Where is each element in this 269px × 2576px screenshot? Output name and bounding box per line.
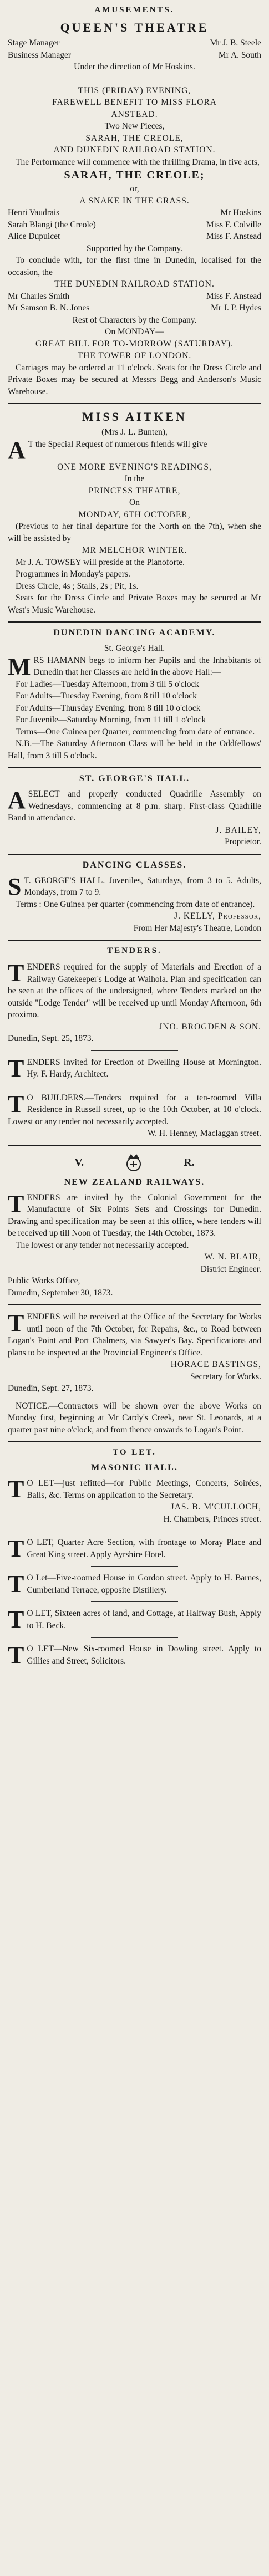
date-line: Dunedin, Sept. 27, 1873. [8, 1384, 94, 1393]
st-georges-body [8, 788, 261, 824]
previous-line: (Previous to her final departure for the North on the 7th), when she will be assisted by [8, 522, 261, 543]
spacer [8, 1395, 261, 1400]
masonic-title: MASONIC HALL. [91, 1463, 178, 1472]
cast-role: Sarah Blangi (the Creole) [8, 220, 96, 229]
dancing-academy-title: DUNEDIN DANCING ACADEMY. [53, 628, 216, 637]
dropcap: T [8, 1090, 24, 1118]
railways-ad [8, 1152, 261, 1299]
queens-theatre-ad [8, 21, 261, 397]
schedule-item: For Ladies—Tuesday Afternoon, from 3 till 5 o'clock [16, 679, 200, 689]
aitken-title: MISS AITKEN [82, 410, 187, 424]
cast-role: Henri Vaudrais [8, 208, 60, 217]
assisted-line: MR MELCHOR WINTER. [82, 545, 187, 555]
signer: W. H. Henney, Maclaggan street. [147, 1129, 261, 1138]
cast-actor: Miss F. Anstead [206, 291, 261, 301]
cast-row [8, 219, 261, 231]
to-let-text: O LET, Sixteen acres of land, and Cottage, at Halfway Bush, Apply to H. Beck. [27, 1609, 261, 1630]
hall-line: PRINCESS THEATRE, [88, 486, 181, 496]
followed-line: To conclude with, for the first time in Dunedin, localised for the occasion, the [8, 256, 261, 277]
section-heading-tenders: TENDERS. [107, 946, 162, 955]
staff-row-business [8, 49, 261, 62]
to-let-body [8, 1572, 261, 1596]
signer: J. BAILEY, [215, 825, 261, 835]
signer-role: Proprietor. [225, 837, 261, 846]
aitken-ad [8, 410, 261, 616]
schedule-item: For Juvenile—Saturday Morning, from 11 till 1 o'clock [16, 715, 206, 725]
dancing-academy-ad [8, 628, 261, 762]
queens-theatre-title: QUEEN'S THEATRE [60, 21, 209, 34]
emblem-letter-v: V. [74, 1156, 84, 1169]
programmes-line: Programmes in Monday's papers. [16, 569, 130, 579]
tender-ad [8, 961, 261, 1045]
dropcap: T [8, 1476, 24, 1503]
prices-line: Dress Circle, 4s ; Stalls, 2s ; Pit, 1s. [16, 581, 139, 591]
piece1-and-line: AND DUNEDIN RAILROAD STATION. [53, 145, 216, 155]
emblem-letter-r: R. [184, 1156, 195, 1169]
academy-intro-text: RS HAMANN begs to inform her Pupils and the Inhabitants of Dunedin that her Classes are held in the above Hall:— [33, 655, 261, 677]
drama-alt-title: A SNAKE IN THE GRASS. [79, 196, 190, 206]
dancing-classes-ad [8, 860, 261, 935]
dropcap: T [8, 1570, 24, 1598]
carriages-line: Carriages may be ordered at 11 o'clock. Seats for the Dress Circle and Private Boxes may be secured at Messrs Begg and Anderson's Music Warehouse. [8, 363, 261, 396]
to-let-text: O LET, Quarter Acre Section, with frontage to Moray Place and Great King street. Apply Ayrshire Hotel. [27, 1538, 261, 1559]
cast-row [8, 290, 261, 303]
to-let-text: O LET—New Six-roomed House in Dowling street. Apply to Gillies and Street, Solicitors. [27, 1644, 261, 1666]
cast-role: Mr Charles Smith [8, 291, 70, 301]
tower-line: THE TOWER OF LONDON. [77, 351, 192, 360]
tender-text: ENDERS required for the supply of Materials and Erection of a Railway Gatekeeper's Lodge at Waihola. Plan and specification can be seen at the offices of the undersigned, where Tenders marked on the outside "Lodge Tender" will be received up until Monday Afternoon, 6th proximo. [8, 962, 261, 1019]
cast-row [8, 302, 261, 314]
aitken-request [8, 436, 261, 464]
monday-line: On MONDAY— [105, 327, 164, 336]
tender-text: ENDERS invited for Erection of Dwelling House at Mornington. Hy. F. Hardy, Architect. [27, 1057, 261, 1079]
royal-crest-icon [123, 1152, 145, 1174]
tender-ad [8, 1054, 261, 1082]
notice-line: NOTICE.—Contractors will be shown over the above Works on Monday first, beginning at Mr Cardy's Creek, near St. Leonards, at a quarter past nine o'clock, and from thence onwards to Logan's Point. [8, 1401, 261, 1435]
st-georges-text: SELECT and properly conducted Quadrille Assembly on Wednesdays, commencing at 8 p.m. sharp. First-class Quadrille Band in attendance. [8, 789, 261, 823]
divider [8, 854, 261, 855]
cast-actor: Miss F. Colville [206, 220, 261, 229]
cast-row [8, 231, 261, 243]
dancing-classes-text: T. GEORGE'S HALL. Juveniles, Saturdays, from 3 to 5. Adults, Mondays, from 7 to 9. [24, 875, 261, 897]
divider [8, 767, 261, 768]
cast-row [8, 207, 261, 219]
divider [8, 1441, 261, 1442]
cast-actor: Mr J. P. Hydes [211, 303, 261, 313]
direction-line: Under the direction of Mr Hoskins. [74, 62, 195, 72]
tender-body [8, 1311, 261, 1359]
tender-ad [8, 1311, 261, 1436]
supported-line: Supported by the Company. [87, 243, 182, 253]
dropcap: T [8, 1190, 24, 1217]
section-heading-to-let: TO LET. [113, 1448, 156, 1457]
divider [8, 403, 261, 404]
tender-text: O BUILDERS.—Tenders required for a ten-roomed Villa Residence in Russell street, up to the 10th October, at 10 o'clock. Lowest or any tender not necessarily accepted. [8, 1093, 261, 1126]
to-let-body [8, 1537, 261, 1560]
on-line: On [129, 498, 140, 507]
masonic-ad [8, 1463, 261, 1525]
aitken-subtitle: (Mrs J. L. Bunten), [101, 427, 168, 437]
dropcap: M [8, 652, 31, 680]
schedule-item: For Adults—Tuesday Evening, from 8 till 10 o'clock [16, 691, 197, 701]
tender-body [8, 961, 261, 1021]
farewell-line: FAREWELL BENEFIT TO MISS FLORA [52, 98, 217, 107]
tender-text: ENDERS will be received at the Office of the Secretary for Works until noon of the 7th October, for Repairs, &c., to Road between Logan's Point and Port Chalmers, via Sawyer's Bay. Specifications and plans to be inspected at the Provincial Engineer's Office. [8, 1312, 261, 1358]
divider [91, 1601, 178, 1602]
signer: HORACE BASTINGS, [170, 1360, 261, 1369]
st-georges-ad [8, 774, 261, 848]
dropcap: A [8, 787, 26, 814]
date-line: Dunedin, September 30, 1873. [8, 1288, 113, 1298]
place-date: Dunedin, Sept. 25, 1873. [8, 1034, 94, 1043]
divider [91, 1566, 178, 1567]
nb-line: N.B.—The Saturday Afternoon Class will be held in the Oddfellows' Hall, from 3 till 5 o'clock. [8, 739, 261, 761]
to-let-text: O Let—Five-roomed House in Gordon street. Apply to H. Barnes, Cumberland Terrace, opposite Distillery. [27, 1573, 261, 1595]
venue-line: St. George's Hall. [104, 644, 165, 653]
dropcap: T [8, 1535, 24, 1562]
dropcap: T [8, 1054, 24, 1082]
dancing-classes-body [8, 875, 261, 899]
dancing-classes-title: DANCING CLASSES. [82, 860, 187, 870]
schedule-item: For Adults—Thursday Evening, from 8 till 10 o'clock [16, 703, 201, 713]
railways-body [8, 1192, 261, 1239]
rest-line: Rest of Characters by the Company. [72, 315, 197, 325]
signer-role: H. Chambers, Princes street. [163, 1514, 261, 1524]
new-pieces-line: Two New Pieces, [104, 121, 165, 131]
signer-role: From Her Majesty's Theatre, London [133, 923, 261, 933]
signer: W. N. BLAIR, [204, 1252, 261, 1262]
in-the-line: In the [124, 474, 145, 483]
to-let-ad [8, 1537, 261, 1560]
divider [91, 1637, 178, 1638]
railways-text: ENDERS are invited by the Colonial Government for the Manufacture of Six Points Sets and Crossings for Dunedin. Drawing and specification may be seen at this office, where tenders will be received up till Noon of Tuesday, the 14th October, 1873. [8, 1192, 261, 1238]
cast-role: Alice Dupuicet [8, 232, 60, 241]
dropcap: A [8, 436, 26, 464]
railways-emblem [8, 1152, 261, 1174]
railways-title: NEW ZEALAND RAILWAYS. [64, 1177, 205, 1187]
tender-body [8, 1092, 261, 1128]
academy-intro [8, 652, 261, 680]
signer: JNO. BROGDEN & SON. [159, 1022, 261, 1032]
staff-row-stage [8, 37, 261, 49]
evening-line: THIS (FRIDAY) EVENING, [78, 85, 191, 95]
signer-role: District Engineer. [200, 1264, 261, 1274]
dropcap: S [8, 873, 22, 900]
to-let-ad [8, 1572, 261, 1596]
terms-line: Terms : One Guinea per quarter (commencing from date of entrance). [16, 899, 255, 909]
tender-body [8, 1054, 261, 1082]
signer: J. KELLY, Professor, [174, 911, 261, 921]
staff-role: Business Manager [8, 50, 72, 60]
date-line: MONDAY, 6TH OCTOBER, [78, 509, 191, 519]
drama-or: or, [130, 184, 139, 193]
dropcap: T [8, 1606, 24, 1633]
to-let-ad [8, 1643, 261, 1667]
performance-note: The Performance will commence with the thrilling Drama, in five acts, [16, 157, 260, 167]
cast-role: Mr Samson B. N. Jones [8, 303, 90, 313]
pianoforte-line: Mr J. A. TOWSEY will preside at the Pianoforte. [16, 557, 185, 567]
signer-role: Secretary for Works. [190, 1371, 261, 1381]
great-bill-line: GREAT BILL FOR TO-MORROW (SATURDAY). [35, 339, 234, 349]
staff-name: Mr J. B. Steele [210, 38, 261, 48]
to-let-body [8, 1608, 261, 1631]
aitken-request-text: T the Special Request of numerous friends will give [28, 439, 207, 449]
divider [8, 940, 261, 941]
staff-name: Mr A. South [218, 50, 261, 60]
drama-title: SARAH, THE CREOLE; [64, 169, 205, 181]
masonic-body [8, 1477, 261, 1501]
divider [8, 621, 261, 623]
st-georges-title: ST. GEORGE'S HALL. [79, 774, 190, 783]
piece1-line: SARAH, THE CREOLE, [85, 133, 184, 143]
masonic-text: O LET—just refitted—for Public Meetings, Concerts, Soirées, Balls, &c. Terms on application to the Secretary. [27, 1478, 261, 1500]
to-let-body [8, 1643, 261, 1667]
dropcap: T [8, 960, 24, 987]
to-let-ad [8, 1608, 261, 1631]
dropcap: T [8, 1309, 24, 1337]
farce-title: THE DUNEDIN RAILROAD STATION. [54, 279, 215, 289]
tender-ad [8, 1092, 261, 1140]
section-heading-amusements: AMUSEMENTS. [94, 6, 175, 14]
staff-role: Stage Manager [8, 38, 60, 48]
signer: JAS. B. M'CULLOCH, [170, 1502, 261, 1512]
schedule-item: Terms—One Guinea per Quarter, commencing from date of entrance. [16, 727, 255, 737]
beneficiary-line: ANSTEAD. [111, 109, 158, 119]
cast-actor: Mr Hoskins [220, 208, 261, 217]
one-more-line: ONE MORE EVENING'S READINGS, [57, 462, 212, 472]
divider [8, 1304, 261, 1305]
dropcap: T [8, 1641, 24, 1669]
divider [8, 1145, 261, 1146]
divider [91, 1050, 178, 1051]
lowest-line: The lowest or any tender not necessarily accepted. [16, 1240, 189, 1250]
cast-actor: Miss F. Anstead [206, 232, 261, 241]
seats-line: Seats for the Dress Circle and Private Boxes may be secured at Mr West's Music Warehouse. [8, 593, 261, 615]
office-line: Public Works Office, [8, 1276, 80, 1286]
